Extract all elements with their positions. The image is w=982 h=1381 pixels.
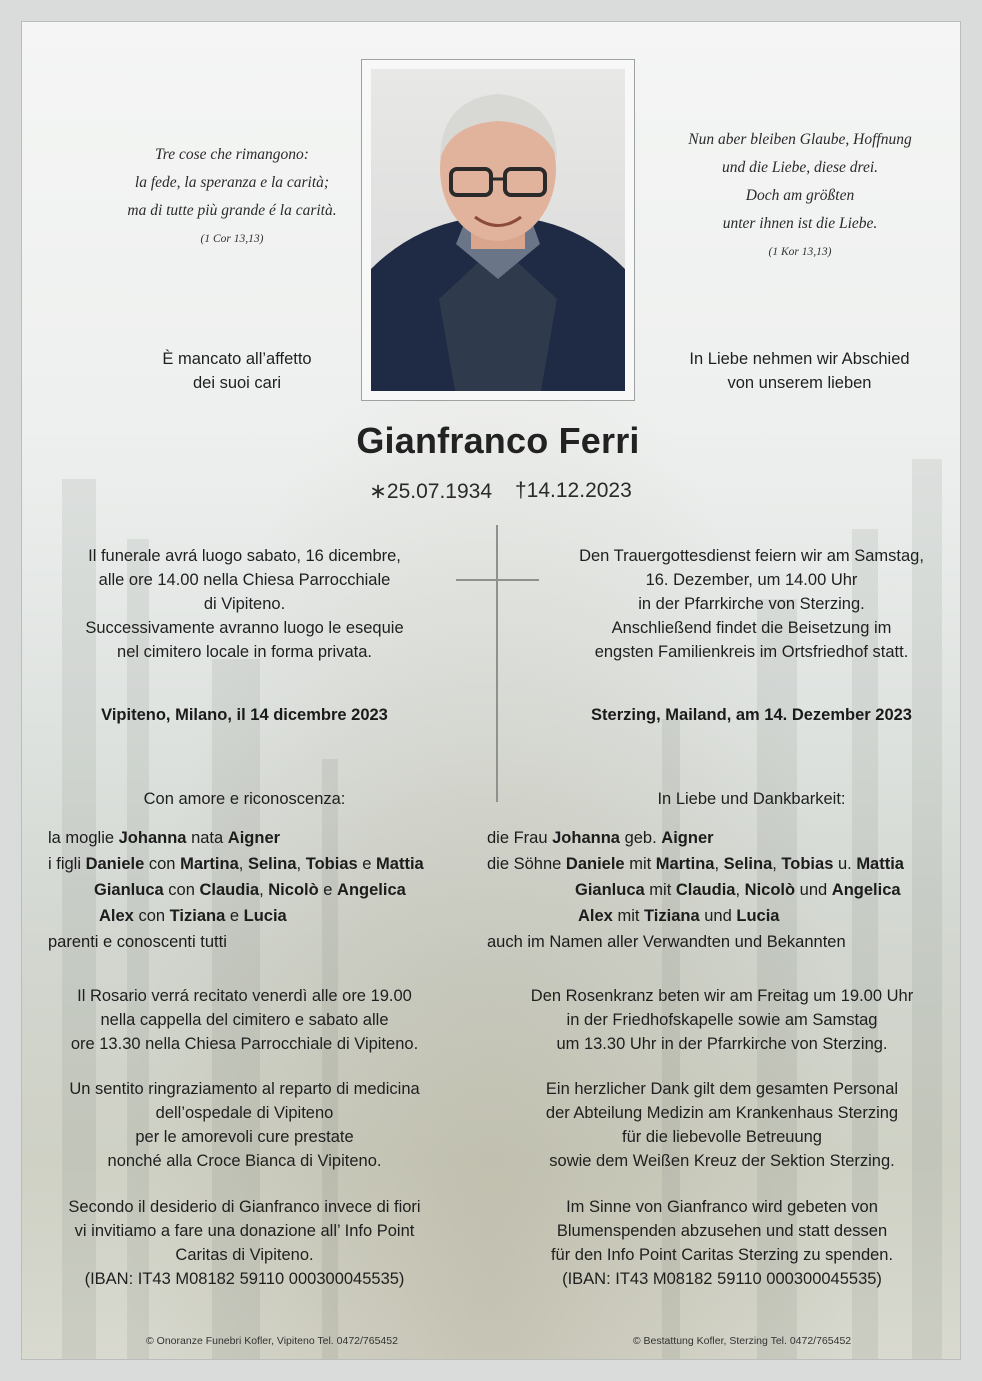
place-date-german: Sterzing, Mailand, am 14. Dezember 2023: [591, 706, 912, 724]
iban-german: (IBAN: IT43 M08182 59110 000300045535): [562, 1270, 882, 1288]
funeral-line: alle ore 14.00 nella Chiesa Parrocchiale: [98, 571, 391, 589]
thanks-line: der Abteilung Medizin am Krankenhaus Sterzing: [545, 1104, 899, 1122]
thanks-line: nonché alla Croce Bianca di Vipiteno.: [107, 1152, 382, 1170]
family-line: Gianluca mit Claudia, Nicolò und Angelica: [575, 881, 901, 899]
donation-italian: [42, 1195, 447, 1291]
thanks-line: sowie dem Weißen Kreuz der Sektion Sterzing.: [549, 1152, 895, 1170]
funeral-line: Il funerale avrá luogo sabato, 16 dicembre,: [88, 547, 401, 565]
cross-vertical: [496, 525, 498, 802]
funeral-line: Anschließend findet die Beisetzung im: [611, 619, 892, 637]
quote-line: und die Liebe, diese drei.: [721, 159, 879, 176]
donation-line: vi invitiamo a fare una donazione all’ Info Point: [74, 1222, 415, 1240]
donation-line: Im Sinne von Gianfranco wird gebeten von: [566, 1198, 878, 1216]
intro-line: von unserem lieben: [727, 374, 872, 392]
thanks-italian: [42, 1077, 447, 1173]
family-italian: [48, 825, 478, 955]
family-line: la moglie Johanna nata Aigner: [48, 829, 281, 847]
funeral-line: 16. Dezember, um 14.00 Uhr: [645, 571, 858, 589]
grief-italian: Con amore e riconoscenza:: [143, 790, 346, 808]
family-line: Alex mit Tiziana und Lucia: [578, 907, 780, 925]
rosary-german: [492, 984, 952, 1056]
thanks-german: [492, 1077, 952, 1173]
intro-italian: [67, 347, 407, 395]
family-line: Gianluca con Claudia, Nicolò e Angelica: [94, 881, 406, 899]
family-line: die Frau Johanna geb. Aigner: [487, 829, 714, 847]
intro-line: dei suoi cari: [192, 374, 282, 392]
deceased-name: Gianfranco Ferri: [356, 420, 640, 461]
quote-line: Nun aber bleiben Glaube, Hoffnung: [688, 131, 912, 148]
birth-date: ∗25.07.1934: [369, 480, 492, 503]
quote-line: Tre cose che rimangono:: [155, 146, 309, 163]
rosary-line: Il Rosario verrá recitato venerdì alle ore 19.00: [77, 987, 412, 1005]
thanks-line: Un sentito ringraziamento al reparto di medicina: [69, 1080, 420, 1098]
donation-line: für den Info Point Caritas Sterzing zu spenden.: [550, 1246, 894, 1264]
family-german: [487, 825, 957, 955]
rosary-line: in der Friedhofskapelle sowie am Samstag: [566, 1011, 878, 1029]
thanks-line: Ein herzlicher Dank gilt dem gesamten Personal: [545, 1080, 899, 1098]
quote-reference: (1 Kor 13,13): [768, 246, 832, 258]
footer-german: © Bestattung Kofler, Sterzing Tel. 0472/765452: [632, 1335, 852, 1347]
thanks-line: dell’ospedale di Vipiteno: [155, 1104, 334, 1122]
quote-german: [640, 126, 960, 266]
funeral-line: in der Pfarrkirche von Sterzing.: [638, 595, 865, 613]
funeral-german: [544, 544, 959, 664]
rosary-line: Den Rosenkranz beten wir am Freitag um 19.00 Uhr: [530, 987, 914, 1005]
family-line: Alex con Tiziana e Lucia: [99, 907, 287, 925]
quote-line: la fede, la speranza e la carità;: [134, 174, 330, 191]
family-line: parenti e conoscenti tutti: [48, 933, 227, 951]
quote-italian: [62, 141, 402, 253]
portrait-photo: [371, 69, 625, 391]
family-line: die Söhne Daniele mit Martina, Selina, Tobias u. Mattia: [487, 855, 904, 873]
quote-reference: (1 Cor 13,13): [200, 233, 264, 245]
funeral-line: di Vipiteno.: [203, 595, 286, 613]
funeral-line: engsten Familienkreis im Ortsfriedhof statt.: [594, 643, 909, 661]
family-line: i figli Daniele con Martina, Selina, Tobias e Mattia: [48, 855, 424, 873]
donation-line: Secondo il desiderio di Gianfranco invece di fiori: [68, 1198, 421, 1216]
donation-line: Caritas di Vipiteno.: [175, 1246, 314, 1264]
rosary-italian: [42, 984, 447, 1056]
quote-line: Doch am größten: [745, 187, 855, 204]
death-date: †14.12.2023: [515, 479, 632, 502]
funeral-line: Successivamente avranno luogo le esequie: [85, 619, 404, 637]
obituary-card: [21, 21, 961, 1360]
place-date-italian: Vipiteno, Milano, il 14 dicembre 2023: [101, 706, 388, 724]
thanks-line: per le amorevoli cure prestate: [135, 1128, 354, 1146]
funeral-line: Den Trauergottesdienst feiern wir am Samstag,: [579, 547, 924, 565]
portrait-illustration: [371, 69, 625, 391]
intro-german: [632, 347, 961, 395]
rosary-line: ore 13.30 nella Chiesa Parrocchiale di Vipiteno.: [70, 1035, 419, 1053]
intro-line: In Liebe nehmen wir Abschied: [689, 350, 910, 368]
cross-horizontal: [456, 579, 539, 581]
family-line: auch im Namen aller Verwandten und Bekannten: [487, 933, 846, 951]
rosary-line: nella cappella del cimitero e sabato alle: [100, 1011, 389, 1029]
footer-italian: © Onoranze Funebri Kofler, Vipiteno Tel. 0472/765452: [146, 1335, 398, 1347]
funeral-italian: [42, 544, 447, 664]
donation-line: Blumenspenden abzusehen und statt dessen: [556, 1222, 888, 1240]
quote-line: ma di tutte più grande é la carità.: [127, 202, 337, 219]
thanks-line: für die liebevolle Betreuung: [622, 1128, 822, 1146]
intro-line: È mancato all’affetto: [162, 350, 312, 368]
funeral-line: nel cimitero locale in forma privata.: [117, 643, 372, 661]
grief-german: In Liebe und Dankbarkeit:: [657, 790, 846, 808]
rosary-line: um 13.30 Uhr in der Pfarrkirche von Sterzing.: [556, 1035, 888, 1053]
donation-german: [492, 1195, 952, 1291]
quote-line: unter ihnen ist die Liebe.: [722, 215, 878, 232]
iban-italian: (IBAN: IT43 M08182 59110 000300045535): [84, 1270, 405, 1288]
